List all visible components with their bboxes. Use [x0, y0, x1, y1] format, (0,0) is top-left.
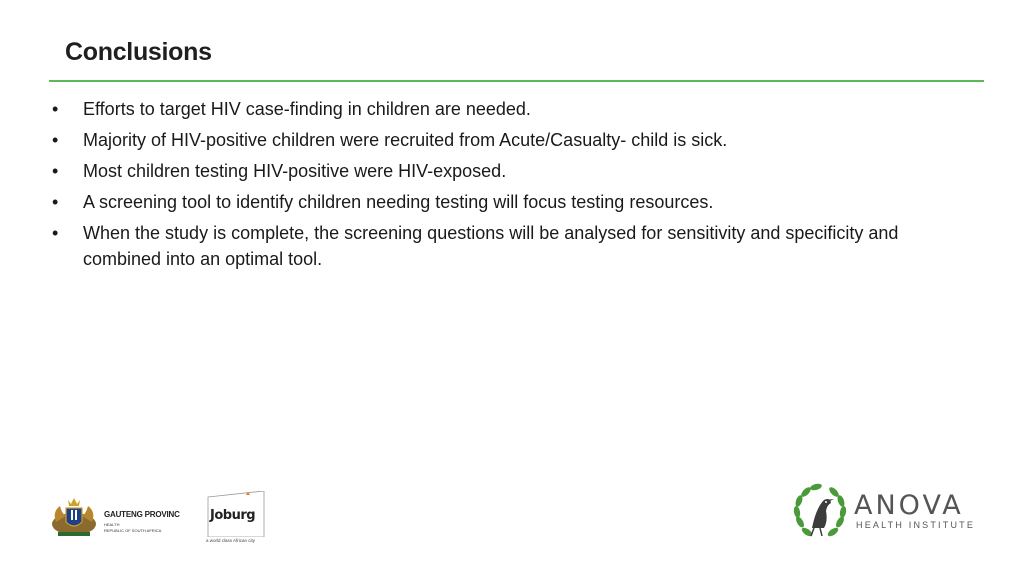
bullet-item [52, 220, 952, 272]
bullet-list [52, 96, 952, 277]
bullet-marker: • [52, 192, 59, 212]
title-divider [49, 80, 984, 82]
joburg-tagline: a world class African city [206, 538, 256, 543]
bullet-text: Majority of HIV-positive children were recruited from Acute/Casualty- child is sick. [83, 130, 728, 150]
slide-title: Conclusions [65, 38, 212, 66]
gauteng-logo [50, 492, 185, 540]
joburg-logo [204, 491, 270, 547]
bullet-marker: • [52, 130, 59, 150]
bullet-text: When the study is complete, the screening questions will be analysed for sensitivity and specificity and combined into an optimal tool. [83, 223, 899, 269]
anova-subtitle: HEALTH INSTITUTE [856, 520, 976, 530]
joburg-name: Joburg [210, 508, 256, 523]
anova-name: ANOVA [854, 490, 964, 521]
gauteng-country: REPUBLIC OF SOUTH AFRICA [104, 528, 162, 533]
bullet-marker: • [52, 161, 59, 181]
anova-logo [792, 482, 977, 544]
bullet-item [52, 189, 952, 215]
bullet-item [52, 127, 952, 153]
bullet-marker: • [52, 99, 59, 119]
bullet-item [52, 96, 952, 122]
bullet-item [52, 158, 952, 184]
bullet-text: Most children testing HIV-positive were HIV-exposed. [83, 161, 507, 181]
bullet-marker: • [52, 223, 59, 243]
bird-wreath-icon [792, 482, 848, 542]
coat-of-arms-icon [50, 494, 98, 538]
bullet-text: Efforts to target HIV case-finding in children are needed. [83, 99, 531, 119]
gauteng-department: HEALTH [104, 522, 120, 527]
bullet-text: A screening tool to identify children needing testing will focus testing resources. [83, 192, 714, 212]
gauteng-name: GAUTENG PROVINC [104, 510, 180, 519]
